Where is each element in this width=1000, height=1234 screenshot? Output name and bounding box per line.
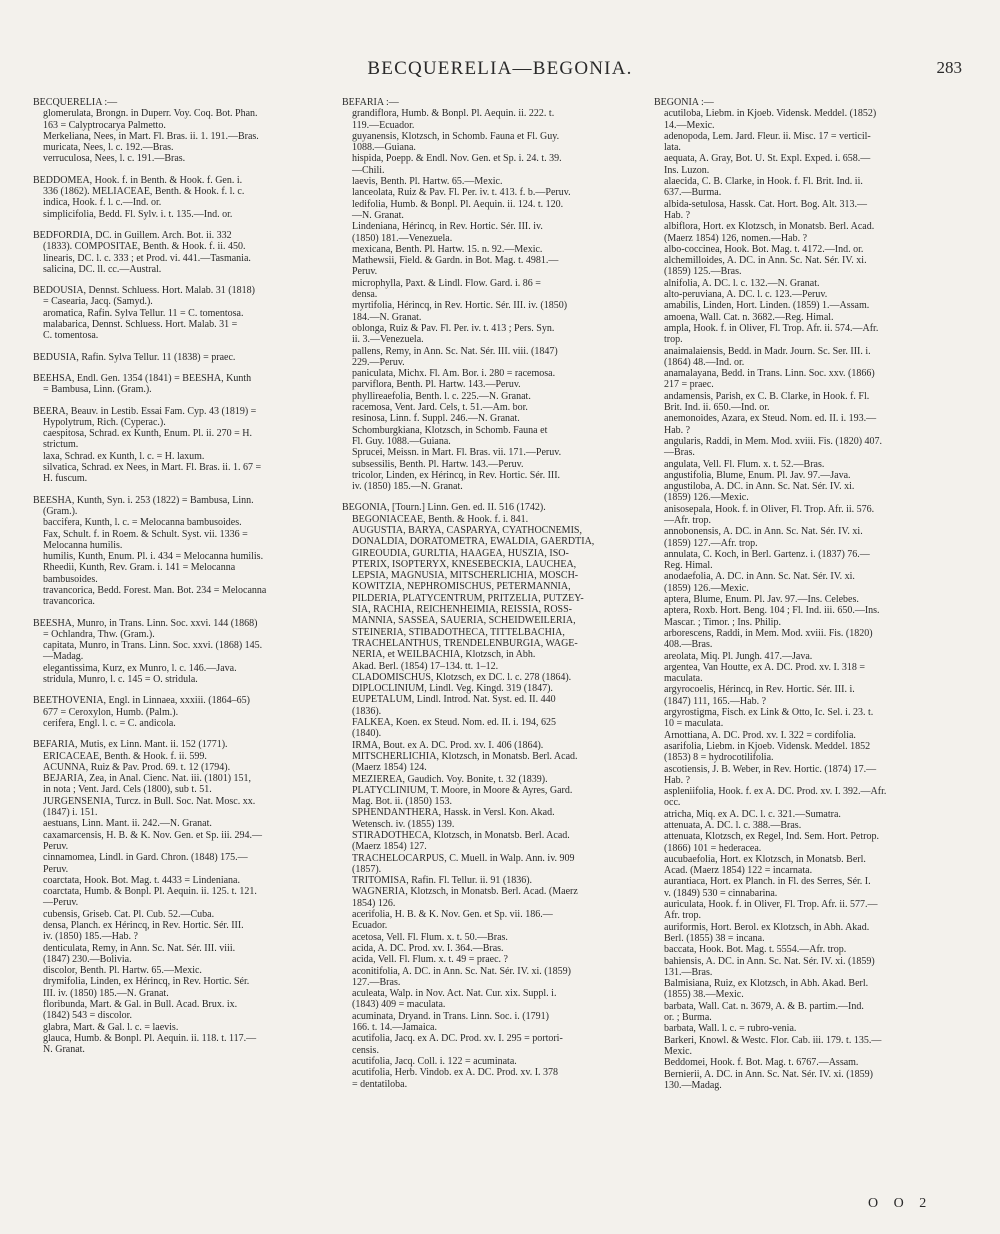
entry-line: bambusoides. bbox=[43, 573, 98, 585]
entry-line: H. fuscum. bbox=[43, 473, 88, 485]
entry-line: laxa, Schrad. ex Kunth, l. c. = H. laxum. bbox=[43, 450, 205, 462]
entry-line: oblonga, Ruiz & Pav. Fl. Per. iv. t. 413 ; Pers. Syn. bbox=[352, 322, 555, 334]
entry-line: angularis, Raddi, in Mem. Mod. xviii. Fis. (1820) 407. bbox=[664, 435, 883, 447]
dictionary-entry bbox=[33, 495, 330, 608]
entry-line: Ecuador. bbox=[352, 920, 388, 932]
entry-line: 217 = praec. bbox=[664, 379, 714, 391]
entry-line: aromatica, Rafin. Sylva Tellur. 11 = C. tomentosa. bbox=[43, 307, 244, 319]
dictionary-entry bbox=[33, 618, 330, 686]
entry-line: Hypolytrum, Rich. (Cyperac.). bbox=[43, 416, 166, 428]
entry-line: MEZIEREA, Gaudich. Voy. Bonite, t. 32 (1839). bbox=[352, 773, 548, 785]
entry-line: Acad. (Maerz 1854) 122 = incarnata. bbox=[664, 865, 813, 877]
entry-line: KOWITZIA, NEPHROMISCHUS, PETERMANNIA, bbox=[352, 581, 571, 593]
entry-line: (1853) 8 = hydrocotilifolia. bbox=[664, 752, 774, 764]
entry-line: Fax, Schult. f. in Roem. & Schult. Syst. vii. 1336 = bbox=[43, 528, 248, 540]
entry-line: indica, Hook. f. l. c.—Ind. or. bbox=[43, 197, 162, 209]
entry-line: (1859) 126.—Mexic. bbox=[664, 492, 749, 504]
entry-line: argyrocoelis, Hérincq, in Rev. Hortic. Sér. III. i. bbox=[664, 684, 855, 696]
dictionary-entry bbox=[33, 175, 330, 220]
entry-line: anemonoides, Azara, ex Steud. Nom. ed. II. i. 193.— bbox=[664, 413, 877, 425]
entry-line: (1843) 409 = maculata. bbox=[352, 999, 446, 1011]
entry-line: (1840). bbox=[352, 728, 382, 740]
entry-line: MANNIA, SASSEA, SAUERIA, SCHEIDWEILERIA, bbox=[352, 615, 576, 627]
entry-line: 166. t. 14.—Jamaica. bbox=[352, 1022, 437, 1034]
dictionary-entry bbox=[33, 373, 330, 396]
entry-line: attenuata, A. DC. l. c. 388.—Bras. bbox=[664, 820, 802, 831]
entry-line: hispida, Poepp. & Endl. Nov. Gen. et Sp. i. 24. t. 39. bbox=[352, 153, 562, 165]
entry-line: caespitosa, Schrad. ex Kunth, Enum. Pl. ii. 270 = H. bbox=[43, 428, 252, 440]
entry-line: GIREOUDIA, GURLTIA, HAAGEA, HUSZIA, ISO- bbox=[352, 547, 569, 559]
entry-line: paniculata, Michx. Fl. Am. Bor. i. 280 = racemosa. bbox=[352, 368, 556, 380]
entry-line: densa, Planch. ex Hérincq, in Rev. Hortic. Sér. III. bbox=[43, 920, 244, 931]
entry-line: Peruv. bbox=[43, 840, 69, 852]
entry-line: Hab. ? bbox=[664, 774, 691, 786]
entry-line: laevis, Benth. Pl. Hartw. 65.—Mexic. bbox=[352, 176, 503, 188]
entry-line: TRITOMISA, Rafin. Fl. Tellur. ii. 91 (1836). bbox=[352, 875, 533, 887]
entry-line: BEGONIACEAE, Benth. & Hook. f. i. 841. bbox=[352, 513, 529, 525]
entry-line: aculeata, Walp. in Nov. Act. Nat. Cur. xix. Suppl. i. bbox=[352, 988, 557, 1000]
dictionary-entry bbox=[33, 406, 330, 485]
entry-line: silvatica, Schrad. ex Nees, in Mart. Fl. Bras. ii. 1. 67 = bbox=[43, 462, 262, 474]
entry-line: acida, Vell. Fl. Flum. x. t. 49 = praec. ? bbox=[352, 954, 508, 966]
entry-line: Schomburgkiana, Klotzsch, in Schomb. Fauna et bbox=[352, 424, 548, 436]
entry-line: grandiflora, Humb. & Bonpl. Pl. Aequin. ii. 222. t. bbox=[352, 108, 555, 120]
entry-line: = dentatiloba. bbox=[352, 1078, 408, 1090]
entry-line: Reg. Himal. bbox=[664, 560, 713, 572]
entry-line: malabarica, Dennst. Schluess. Hort. Malab. 31 = bbox=[43, 319, 238, 331]
entry-line: maculata. bbox=[664, 673, 703, 685]
entry-line: JURGENSENIA, Turcz. in Bull. Soc. Nat. Mosc. xx. bbox=[43, 795, 256, 807]
entry-line: arborescens, Raddi, in Mem. Mod. xviii. Fis. (1820) bbox=[664, 627, 873, 639]
entry-line: alchemilloides, A. DC. in Ann. Sc. Nat. Sér. IV. xi. bbox=[664, 255, 867, 267]
entry-line: baccata, Hook. Bot. Mag. t. 5554.—Afr. trop. bbox=[664, 944, 847, 956]
entry-line: = Ochlandra, Thw. (Gram.). bbox=[43, 628, 155, 640]
entry-line: glauca, Humb. & Bonpl. Pl. Aequin. ii. 118. t. 117.— bbox=[43, 1032, 257, 1044]
entry-headline: BEDFORDIA, DC. in Guillem. Arch. Bot. ii. 332 bbox=[33, 229, 232, 241]
entry-headline: BEERA, Beauv. in Lestib. Essai Fam. Cyp. 43 (1819) = bbox=[33, 405, 257, 417]
entry-line: mexicana, Benth. Pl. Hartw. 15. n. 92.—Mexic. bbox=[352, 243, 543, 255]
page-header bbox=[0, 58, 1000, 88]
column-1 bbox=[33, 97, 330, 1187]
entry-line: —Madag. bbox=[43, 651, 84, 663]
dictionary-entry bbox=[33, 739, 330, 1055]
entry-line: anamalayana, Bedd. in Trans. Linn. Soc. xxv. (1866) bbox=[664, 368, 875, 380]
entry-line: (Maerz 1854) 126, nomen.—Hab. ? bbox=[664, 232, 808, 244]
entry-line: 229.—Peruv. bbox=[352, 356, 405, 368]
entry-line: Merkeliana, Nees, in Mart. Fl. Bras. ii. 1. 191.—Bras. bbox=[43, 130, 259, 142]
running-title: BECQUERELIA—BEGONIA. bbox=[367, 58, 633, 79]
entry-line: (1859) 126.—Mexic. bbox=[664, 582, 749, 594]
entry-line: (1857). bbox=[352, 863, 382, 875]
entry-line: lata. bbox=[664, 142, 681, 154]
entry-headline: BEESHA, Kunth, Syn. i. 253 (1822) = Bambusa, Linn. bbox=[33, 494, 254, 506]
entry-line: albiflora, Hort. ex Klotzsch, in Monatsb. Berl. Acad. bbox=[664, 221, 875, 233]
entry-line: acutifolia, Jacq. ex A. DC. Prod. xv. I. 295 = portori- bbox=[352, 1033, 563, 1045]
entry-line: Lindeniana, Hérincq, in Rev. Hortic. Sér. III. iv. bbox=[352, 221, 543, 233]
entry-line: cerifera, Engl. l. c. = C. andicola. bbox=[43, 717, 176, 729]
dictionary-entry bbox=[33, 230, 330, 275]
entry-line: aspleniifolia, Hook. f. ex A. DC. Prod. xv. I. 392.—Afr. bbox=[664, 786, 887, 798]
entry-line: phyllireaefolia, Benth. l. c. 225.—N. Granat. bbox=[352, 390, 531, 402]
entry-line: or. ; Burma. bbox=[664, 1012, 712, 1024]
entry-line: PLATYCLINIUM, T. Moore, in Moore & Ayres, Gard. bbox=[352, 784, 573, 796]
entry-line: adenopoda, Lem. Jard. Fleur. ii. Misc. 17 = verticil- bbox=[664, 130, 871, 142]
entry-line: amabilis, Linden, Hort. Linden. (1859) 1.—Assam. bbox=[664, 300, 870, 312]
entry-line: angustiloba, A. DC. in Ann. Sc. Nat. Sér. IV. xi. bbox=[664, 481, 855, 493]
entry-line: FALKEA, Koen. ex Steud. Nom. ed. II. i. 194, 625 bbox=[352, 717, 556, 729]
entry-line: STIRADOTHECA, Klotzsch, in Monatsb. Berl. Acad. bbox=[352, 830, 570, 841]
entry-line: aestuans, Linn. Mant. ii. 242.—N. Granat. bbox=[43, 818, 212, 830]
entry-line: glabra, Mart. & Gal. l. c. = laevis. bbox=[43, 1021, 179, 1033]
entry-line: atricha, Miq. ex A. DC. l. c. 321.—Sumatra. bbox=[664, 808, 841, 820]
entry-headline: BEETHOVENIA, Engl. in Linnaea, xxxiii. (1864–65) bbox=[33, 695, 250, 707]
entry-line: alto-peruviana, A. DC. l. c. 123.—Peruv. bbox=[664, 289, 828, 301]
entry-line: = Casearia, Jacq. (Samyd.). bbox=[43, 296, 153, 308]
entry-line: WAGNERIA, Klotzsch, in Monatsb. Berl. Acad. (Maerz bbox=[352, 886, 578, 898]
entry-line: 10 = maculata. bbox=[664, 718, 724, 730]
column-3 bbox=[654, 97, 964, 1187]
entry-line: 408.—Bras. bbox=[664, 639, 713, 651]
entry-line: Arnottiana, A. DC. Prod. xv. I. 322 = cordifolia. bbox=[664, 729, 856, 741]
entry-line: cubensis, Griseb. Cat. Pl. Cub. 52.—Cuba. bbox=[43, 908, 215, 920]
entry-line: Barkeri, Knowl. & Westc. Flor. Cab. iii. 179. t. 135.— bbox=[664, 1034, 882, 1046]
entry-line: (1842) 543 = discolor. bbox=[43, 1010, 132, 1022]
entry-line: aptera, Blume, Enum. Pl. Jav. 97.—Ins. Celebes. bbox=[664, 594, 859, 606]
entry-line: NERIA, et WEILBACHIA, Klotzsch, in Abh. bbox=[352, 649, 536, 661]
entry-line: (1859) 125.—Bras. bbox=[664, 266, 742, 278]
entry-line: 14.—Mexic. bbox=[664, 119, 715, 131]
entry-line: LEPSIA, MAGNUSIA, MITSCHERLICHIA, MOSCH- bbox=[352, 570, 579, 582]
entry-line: barbata, Wall. Cat. n. 3679, A. & B. partim.—Ind. bbox=[664, 1000, 864, 1012]
entry-line: (1836). bbox=[352, 705, 382, 717]
entry-line: Melocanna humilis. bbox=[43, 539, 123, 551]
entry-headline: BECQUERELIA :— bbox=[33, 97, 118, 108]
entry-line: albida-setulosa, Hassk. Cat. Hort. Bog. Alt. 313.— bbox=[664, 198, 868, 210]
entry-line: 1854) 126. bbox=[352, 897, 396, 909]
entry-line: occ. bbox=[664, 797, 681, 809]
entry-line: Peruv. bbox=[43, 863, 69, 875]
entry-line: CLADOMISCHUS, Klotzsch, ex DC. l. c. 278 (1864). bbox=[352, 671, 572, 683]
entry-line: ascotiensis, J. B. Weber, in Rev. Hortic. (1874) 17.— bbox=[664, 763, 877, 775]
entry-headline: BEFARIA, Mutis, ex Linn. Mant. ii. 152 (1771). bbox=[33, 739, 228, 751]
entry-line: Berl. (1855) 38 = incana. bbox=[664, 932, 765, 944]
entry-line: Mag. Bot. ii. (1850) 153. bbox=[352, 796, 452, 808]
entry-line: ampla, Hook. f. in Oliver, Fl. Trop. Afr. ii. 574.—Afr. bbox=[664, 322, 879, 334]
entry-line: linearis, DC. l. c. 333 ; et Prod. vi. 441.—Tasmania. bbox=[43, 252, 251, 264]
entry-line: Beddomei, Hook. f. Bot. Mag. t. 6767.—Assam. bbox=[664, 1057, 859, 1069]
entry-line: areolata, Miq. Pl. Jungh. 417.—Java. bbox=[664, 650, 813, 662]
entry-line: —Afr. trop. bbox=[664, 514, 711, 526]
entry-line: Balmisiana, Ruiz, ex Klotzsch, in Abh. Akad. Berl. bbox=[664, 978, 869, 990]
entry-line: annulata, C. Koch, in Berl. Gartenz. i. (1837) 76.— bbox=[664, 548, 870, 560]
entry-line: albo-coccinea, Hook. Bot. Mag. t. 4172.—Ind. or. bbox=[664, 243, 864, 255]
entry-line: 1088.—Guiana. bbox=[352, 142, 416, 154]
entry-line: auriformis, Hort. Berol. ex Klotzsch, in Abh. Akad. bbox=[664, 921, 870, 933]
entry-line: ERICACEAE, Benth. & Hook. f. ii. 599. bbox=[43, 750, 207, 762]
entry-line: acetosa, Vell. Fl. Flum. x. t. 50.—Bras. bbox=[352, 931, 508, 943]
dictionary-entry bbox=[654, 97, 964, 1091]
entry-line: (Gram.). bbox=[43, 505, 78, 517]
entry-line: BEJARIA, Zea, in Anal. Cienc. Nat. iii. (1801) 151, bbox=[43, 773, 252, 785]
entry-line: aucubaefolia, Hort. ex Klotzsch, in Monatsb. Berl. bbox=[664, 853, 866, 865]
entry-line: (1847) 111, 165.—Hab. ? bbox=[664, 695, 767, 707]
entry-line: STEINERIA, STIBADOTHECA, TITTELBACHIA, bbox=[352, 626, 565, 638]
entry-line: ledifolia, Humb. & Bonpl. Pl. Aequin. ii. 124. t. 120. bbox=[352, 198, 564, 210]
entry-headline: BEGONIA :— bbox=[654, 97, 714, 108]
entry-line: attenuata, Klotzsch, ex Regel, Ind. Sem. Hort. Petrop. bbox=[664, 831, 879, 843]
entry-line: trop. bbox=[664, 334, 683, 346]
entry-line: TRACHELANTHUS, TRENDELENBURGIA, WAGE- bbox=[352, 637, 578, 649]
entry-line: Rheedii, Kunth, Rev. Gram. i. 141 = Melocanna bbox=[43, 562, 236, 574]
entry-line: (1864) 48.—Ind. or. bbox=[664, 356, 745, 368]
entry-line: SIA, RACHIA, REICHENHEIMIA, REISSIA, ROSS- bbox=[352, 604, 573, 616]
page-number: 283 bbox=[936, 58, 962, 77]
dictionary-entry bbox=[33, 352, 330, 363]
entry-line: III. iv. (1850) 185.—N. Granat. bbox=[43, 987, 169, 999]
entry-line: stridula, Munro, l. c. 145 = O. stridula. bbox=[43, 674, 198, 686]
entry-line: acutiloba, Liebm. in Kjoeb. Vidensk. Meddel. (1852) bbox=[664, 108, 877, 120]
entry-line: elegantissima, Kurz, ex Munro, l. c. 146.—Java. bbox=[43, 662, 237, 674]
entry-line: 127.—Bras. bbox=[352, 976, 401, 988]
entry-line: DIPLOCLINIUM, Lindl. Veg. Kingd. 319 (1847). bbox=[352, 683, 553, 695]
entry-line: AUGUSTIA, BARYA, CASPARYA, CYATHOCNEMIS, bbox=[352, 524, 582, 536]
entry-line: 336 (1862). MELIACEAE, Benth. & Hook. f. l. c. bbox=[43, 186, 245, 198]
entry-line: strictum. bbox=[43, 439, 79, 451]
entry-line: 131.—Bras. bbox=[664, 966, 713, 978]
entry-line: (1866) 101 = hederacea. bbox=[664, 842, 762, 854]
entry-line: iv. (1850) 185.—N. Granat. bbox=[352, 481, 463, 493]
entry-line: angulata, Vell. Fl. Flum. x. t. 52.—Bras. bbox=[664, 458, 825, 470]
entry-line: glomerulata, Brongn. in Duperr. Voy. Coq. Bot. Phan. bbox=[43, 108, 258, 120]
entry-line: PILDERIA, PLATYCENTRUM, PRITZELIA, PUTZEY- bbox=[352, 592, 584, 604]
entry-line: simplicifolia, Bedd. Fl. Sylv. i. t. 135.—Ind. or. bbox=[43, 208, 233, 220]
entry-line: caxamarcensis, H. B. & K. Nov. Gen. et Sp. iii. 294.— bbox=[43, 829, 263, 841]
entry-line: N. Granat. bbox=[43, 1044, 85, 1056]
entry-headline: BEESHA, Munro, in Trans. Linn. Soc. xxvi. 144 (1868) bbox=[33, 617, 258, 629]
entry-line: (1850) 181.—Venezuela. bbox=[352, 232, 453, 244]
entry-line: aptera, Roxb. Hort. Beng. 104 ; Fl. Ind. iii. 650.—Ins. bbox=[664, 605, 880, 617]
entry-line: —N. Granat. bbox=[352, 209, 404, 221]
entry-line: alaecida, C. B. Clarke, in Hook. f. Fl. Brit. Ind. ii. bbox=[664, 176, 863, 188]
entry-line: resinosa, Linn. f. Suppl. 246.—N. Granat. bbox=[352, 413, 520, 425]
entry-line: in nota ; Vent. Jard. Cels (1800), sub t. 51. bbox=[43, 784, 212, 796]
dictionary-entry bbox=[342, 502, 642, 1089]
entry-line: Afr. trop. bbox=[664, 910, 701, 922]
entry-line: Mathewsii, Field. & Gardn. in Bot. Mag. t. 4981.— bbox=[352, 255, 559, 267]
entry-line: PTERIX, ISOPTERYX, KNESEBECKIA, LAUCHEA, bbox=[352, 558, 577, 570]
entry-line: acida, A. DC. Prod. xv. I. 364.—Bras. bbox=[352, 942, 504, 954]
entry-line: 184.—N. Granat. bbox=[352, 311, 422, 323]
dictionary-entry bbox=[33, 695, 330, 729]
entry-line: verruculosa, Nees, l. c. 191.—Bras. bbox=[43, 153, 186, 165]
entry-line: Peruv. bbox=[352, 266, 378, 278]
entry-line: floribunda, Mart. & Gal. in Bull. Acad. Brux. ix. bbox=[43, 999, 238, 1011]
entry-line: densa. bbox=[352, 289, 378, 301]
entry-line: angustifolia, Blume, Enum. Pl. Jav. 97.—Java. bbox=[664, 469, 851, 481]
entry-line: Hab. ? bbox=[664, 424, 691, 436]
entry-line: 163 = Calyptrocarya Palmetto. bbox=[43, 119, 166, 131]
entry-line: —Bras. bbox=[664, 447, 695, 459]
entry-line: Akad. Berl. (1854) 17–134. tt. 1–12. bbox=[352, 660, 499, 672]
entry-line: aconitifolia, A. DC. in Ann. Sc. Nat. Sér. IV. xi. (1859) bbox=[352, 965, 571, 977]
entry-line: bahiensis, A. DC. in Ann. Sc. Nat. Sér. IV. xi. (1859) bbox=[664, 955, 875, 967]
entry-line: subsessilis, Benth. Pl. Hartw. 143.—Peruv. bbox=[352, 458, 524, 470]
entry-line: muricata, Nees, l. c. 192.—Bras. bbox=[43, 142, 174, 154]
entry-line: EUPETALUM, Lindl. Introd. Nat. Syst. ed. II. 440 bbox=[352, 694, 556, 706]
entry-line: denticulata, Remy, in Ann. Sc. Nat. Sér. III. viii. bbox=[43, 942, 236, 954]
entry-line: acerifolia, H. B. & K. Nov. Gen. et Sp. vii. 186.— bbox=[352, 909, 553, 921]
entry-line: MITSCHERLICHIA, Klotzsch, in Monatsb. Berl. Acad. bbox=[352, 750, 578, 762]
entry-line: v. (1849) 530 = cinnabarina. bbox=[664, 887, 778, 899]
entry-line: (1859) 127.—Afr. trop. bbox=[664, 537, 758, 549]
entry-line: TRACHELOCARPUS, C. Muell. in Walp. Ann. iv. 909 bbox=[352, 852, 575, 864]
entry-line: capitata, Munro, in Trans. Linn. Soc. xxvi. (1868) 145. bbox=[43, 640, 263, 652]
entry-line: 637.—Burma. bbox=[664, 187, 722, 199]
entry-line: = Bambusa, Linn. (Gram.). bbox=[43, 384, 152, 396]
entry-line: Fl. Guy. 1088.—Guiana. bbox=[352, 435, 451, 447]
entry-line: amoena, Wall. Cat. n. 3682.—Reg. Himal. bbox=[664, 311, 834, 323]
entry-line: SPHENDANTHERA, Hassk. in Versl. Kon. Akad. bbox=[352, 807, 555, 819]
entry-line: IRMA, Bout. ex A. DC. Prod. xv. I. 406 (1864). bbox=[352, 739, 544, 751]
entry-line: travancorica. bbox=[43, 596, 95, 608]
column-2 bbox=[342, 97, 642, 1187]
entry-line: Wetensch. iv. (1855) 139. bbox=[352, 818, 455, 830]
entry-line: cinnamomea, Lindl. in Gard. Chron. (1848) 175.— bbox=[43, 852, 248, 864]
entry-line: alnifolia, A. DC. l. c. 132.—N. Granat. bbox=[664, 277, 820, 289]
signature-mark: O O 2 bbox=[868, 1196, 933, 1211]
entry-line: (1847) 230.—Bolivia. bbox=[43, 953, 132, 965]
entry-line: baccifera, Kunth, l. c. = Melocanna bambusoides. bbox=[43, 517, 242, 529]
entry-line: acutifolia, Jacq. Coll. i. 122 = acuminata. bbox=[352, 1055, 517, 1067]
entry-line: auriculata, Hook. f. in Oliver, Fl. Trop. Afr. ii. 577.— bbox=[664, 899, 878, 911]
entry-line: (Maerz 1854) 127. bbox=[352, 841, 427, 853]
entry-line: ACUNNA, Ruiz & Pav. Prod. 69. t. 12 (1794). bbox=[43, 761, 231, 773]
entry-line: (1855) 38.—Mexic. bbox=[664, 989, 744, 1001]
dictionary-entry bbox=[33, 285, 330, 341]
entry-line: Brit. Ind. ii. 650.—Ind. or. bbox=[664, 402, 770, 414]
entry-line: 130.—Madag. bbox=[664, 1079, 722, 1091]
entry-line: 677 = Ceroxylon, Humb. (Palm.). bbox=[43, 706, 179, 718]
entry-line: lanceolata, Ruiz & Pav. Fl. Per. iv. t. 413. f. b.—Peruv. bbox=[352, 187, 571, 199]
entry-headline: BEFARIA :— bbox=[342, 97, 399, 108]
entry-line: guyanensis, Klotzsch, in Schomb. Fauna et Fl. Guy. bbox=[352, 130, 560, 142]
entry-headline: BEEHSA, Endl. Gen. 1354 (1841) = BEESHA, Kunth bbox=[33, 372, 252, 384]
entry-line: —Peruv. bbox=[43, 897, 79, 909]
entry-headline: BEDDOMEA, Hook. f. in Benth. & Hook. f. Gen. i. bbox=[33, 174, 243, 186]
entry-line: barbata, Wall. l. c. = rubro-venia. bbox=[664, 1023, 797, 1035]
entry-line: coarctata, Hook. Bot. Mag. t. 4433 = Lindeniana. bbox=[43, 874, 240, 886]
entry-line: andamensis, Parish, ex C. B. Clarke, in Hook. f. Fl. bbox=[664, 390, 870, 402]
entry-line: annobonensis, A. DC. in Ann. Sc. Nat. Sér. IV. xi. bbox=[664, 526, 863, 538]
entry-line: ii. 3.—Venezuela. bbox=[352, 334, 424, 346]
entry-line: Hab. ? bbox=[664, 209, 691, 221]
entry-line: aurantiaca, Hort. ex Planch. in Fl. des Serres, Sér. I. bbox=[664, 876, 871, 888]
entry-line: anaimalaiensis, Bedd. in Madr. Journ. Sc. Ser. III. i. bbox=[664, 345, 871, 357]
entry-line: C. tomentosa. bbox=[43, 330, 99, 342]
entry-line: humilis, Kunth, Enum. Pl. i. 434 = Melocanna humilis. bbox=[43, 551, 264, 563]
entry-line: microphylla, Paxt. & Lindl. Flow. Gard. i. 86 = bbox=[352, 277, 541, 289]
entry-line: iv. (1850) 185.—Hab. ? bbox=[43, 931, 138, 943]
entry-line: Mexic. bbox=[664, 1045, 693, 1057]
entry-headline: BEDOUSIA, Dennst. Schluess. Hort. Malab. 31 (1818) bbox=[33, 285, 255, 297]
entry-line: anisosepala, Hook. f. in Oliver, Fl. Trop. Afr. ii. 576. bbox=[664, 503, 875, 515]
entry-line: DONALDIA, DORATOMETRA, EWALDIA, GAERDTIA, bbox=[352, 536, 595, 548]
entry-line: argyrostigma, Fisch. ex Link & Otto, Ic. Sel. i. 23. t. bbox=[664, 707, 874, 719]
entry-headline: BEDUSIA, Rafin. Sylva Tellur. 11 (1838) = praec. bbox=[33, 351, 236, 363]
entry-line: parviflora, Benth. Pl. Hartw. 143.—Peruv. bbox=[352, 379, 521, 391]
entry-line: anodaefolia, A. DC. in Ann. Sc. Nat. Sér. IV. xi. bbox=[664, 571, 855, 583]
entry-line: coarctata, Humb. & Bonpl. Pl. Aequin. ii. 125. t. 121. bbox=[43, 886, 257, 898]
entry-line: pallens, Remy, in Ann. Sc. Nat. Sér. III. viii. (1847) bbox=[352, 345, 558, 357]
entry-line: censis. bbox=[352, 1044, 379, 1056]
entry-line: (1847) i. 151. bbox=[43, 807, 98, 819]
entry-line: Mascar. ; Timor. ; Ins. Philip. bbox=[664, 616, 781, 628]
entry-line: tricolor, Linden, ex Hérincq, in Rev. Hortic. Sér. III. bbox=[352, 469, 561, 481]
dictionary-entry bbox=[342, 97, 642, 492]
entry-line: Sprucei, Meissn. in Mart. Fl. Bras. vii. 171.—Peruv. bbox=[352, 447, 562, 459]
entry-line: myrtifolia, Hérincq, in Rev. Hortic. Sér. III. iv. (1850) bbox=[352, 300, 568, 312]
entry-line: 119.—Ecuador. bbox=[352, 119, 415, 131]
entry-line: aequata, A. Gray, Bot. U. St. Expl. Exped. i. 658.— bbox=[664, 153, 871, 165]
entry-line: racemosa, Vent. Jard. Cels, t. 51.—Am. bor. bbox=[352, 402, 528, 414]
entry-line: travancorica, Bedd. Forest. Man. Bot. 234 = Melocanna bbox=[43, 584, 267, 596]
dictionary-entry bbox=[33, 97, 330, 165]
entry-line: (1833). COMPOSITAE, Benth. & Hook. f. ii. 450. bbox=[43, 241, 246, 253]
entry-line: salicina, DC. ll. cc.—Austral. bbox=[43, 263, 162, 275]
entry-line: acutifolia, Herb. Vindob. ex A. DC. Prod. xv. I. 378 bbox=[352, 1067, 559, 1079]
entry-line: (Maerz 1854) 124. bbox=[352, 762, 427, 774]
entry-line: asarifolia, Liebm. in Kjoeb. Vidensk. Meddel. 1852 bbox=[664, 740, 871, 752]
entry-line: argentea, Van Houtte, ex A. DC. Prod. xv. I. 318 = bbox=[664, 661, 865, 673]
entry-headline: BEGONIA, [Tourn.] Linn. Gen. ed. II. 516 (1742). bbox=[342, 502, 546, 514]
entry-line: Ins. Luzon. bbox=[664, 164, 710, 176]
entry-line: discolor, Benth. Pl. Hartw. 65.—Mexic. bbox=[43, 965, 202, 977]
entry-line: Bernierii, A. DC. in Ann. Sc. Nat. Sér. IV. xi. (1859) bbox=[664, 1068, 873, 1080]
entry-line: acuminata, Dryand. in Trans. Linn. Soc. i. (1791) bbox=[352, 1010, 549, 1022]
entry-line: —Chili. bbox=[352, 164, 385, 176]
entry-line: drymifolia, Linden, ex Hérincq, in Rev. Hortic. Sér. bbox=[43, 976, 250, 988]
